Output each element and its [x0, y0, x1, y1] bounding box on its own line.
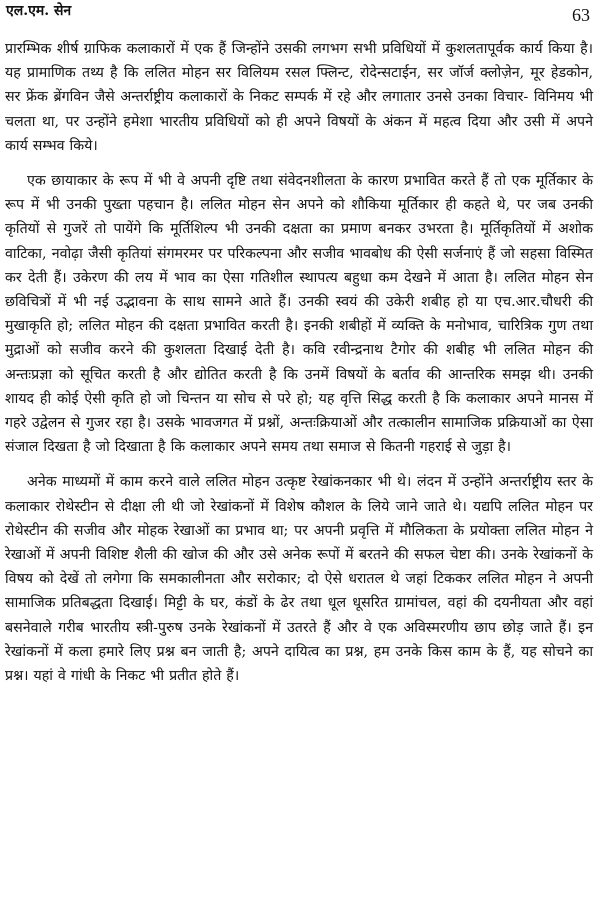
body-text	[5, 37, 593, 688]
running-header: एल.एम. सेन	[6, 3, 72, 19]
paragraph-2: एक छायाकार के रूप में भी वे अपनी दृष्टि तथा संवेदनशीलता के कारण प्रभावित करते हैं तो एक मूर्तिकार के रूप में भी उनकी पुख्ता पहचान है। ललित मोहन सेन अपने को शौकिया मूर्तिकार ही कहते थे, पर जब उनकी कृतियों से गुजरें तो पायेंगे कि मूर्तिशिल्प भी उनकी दक्षता का प्रमाण बनकर उभरता है। मूर्तिकृतियों में अशोक वाटिका, नवोढ़ा जैसी कृतियां संगमरमर पर परिकल्पना और सजीव भावबोध की ऐसी सर्जनाएं हैं जो सहसा विस्मित कर देती हैं। उकेरण की लय में भाव का ऐसा गतिशील स्थापत्य बहुधा कम देखने में आता है। ललित मोहन सेन छविचित्रों में भी नई उद्भावना के साथ सामने आते हैं। उनकी स्वयं की उकेरी शबीह हो या एच.आर.चौधरी की मुखाकृति हो; ललित मोहन की दक्षता प्रभावित करती है। इनकी शबीहों में व्यक्ति के मनोभाव, चारित्रिक गुण तथा मुद्राओं को सजीव करने की कुशलता दिखाई देती है। कवि रवीन्द्रनाथ टैगोर की शबीह भी ललित मोहन की अन्तःप्रज्ञा को सूचित करती है और द्योतित करती है कि उनमें विषयों के बर्ताव की आन्तरिक समझ थी। उनकी शायद ही कोई ऐसी कृति हो जो चिन्तन या सोच से परे हो; यह वृत्ति सिद्ध करती है कि कलाकार अपने मानस में गहरे उद्वेलन से गुजर रहा है। उसके भावजगत में प्रश्नों, अन्तःक्रियाओं और तत्कालीन सामाजिक प्रक्रियाओं का ऐसा संजाल दिखता है जो दिखाता है कि कलाकार अपने समय तथा समाज से कितनी गहराई से जुड़ा है।	[5, 173, 593, 456]
paragraph-1: प्रारम्भिक शीर्ष ग्राफिक कलाकारों में एक हैं जिन्होंने उसकी लगभग सभी प्रविधियों में कुशलतापूर्वक कार्य किया है। यह प्रामाणिक तथ्य है कि ललित मोहन सर विलियम रसल फ्लिन्ट, रोदेन्सटाईन, सर जॉर्ज क्लोज़ेन, मूर हेडकोन, सर फ्रेंक ब्रेंगविन जैसे अन्तर्राष्ट्रीय कलाकारों के निकट सम्पर्क में रहे और लगातार उनसे उनका विचार- विनिमय भी चलता था, पर उन्होंने हमेशा भारतीय प्रविधियों को ही अपने विषयों के अंकन में महत्व दिया और उसी में अपने कार्य सम्भव किये।	[5, 41, 593, 154]
page-number: 63	[572, 5, 590, 25]
paragraph-3: अनेक माध्यमों में काम करने वाले ललित मोहन उत्कृष्ट रेखांकनकार भी थे। लंदन में उन्होंने अन्तर्राष्ट्रीय स्तर के कलाकार रोथेस्टीन से दीक्षा ली थी जो रेखांकनों में विशेष कौशल के लिये जाने जाते थे। यद्यपि ललित मोहन पर रोथेस्टीन की सजीव और मोहक रेखाओं का प्रभाव था; पर अपनी प्रवृत्ति में मौलिकता के प्रयोक्ता ललित मोहन ने रेखाओं में अपनी विशिष्ट शैली की खोज की और उसे अनेक रूपों में बरतने की सफल चेष्टा की। उनके रेखांकनों के विषय को देखें तो लगेगा कि समकालीनता और सरोकार; दो ऐसे धरातल थे जहां टिककर ललित मोहन ने अपनी सामाजिक प्रतिबद्धता दिखाई। मिट्टी के घर, कंडों के ढेर तथा धूल धूसरित ग्रामांचल, वहां की दयनीयता और वहां बसनेवाले गरीब भारतीय स्त्री-पुरुष उनके रेखांकनों में उतरते हैं और वे एक अविस्मरणीय छाप छोड़ जाते हैं। इन रेखांकनों में कला हमारे लिए प्रश्न बन जाती है; अपने दायित्व का प्रश्न, हम उनके किस काम के हैं, यह सोचने का प्रश्न। यहां वे गांधी के निकट भी प्रतीत होते हैं।	[5, 474, 593, 685]
